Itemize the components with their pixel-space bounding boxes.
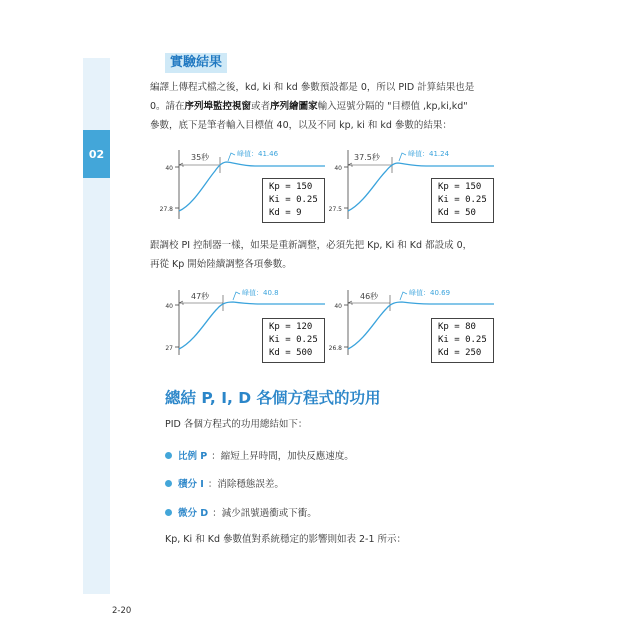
y-tick-bottom: 26.8 <box>328 345 342 352</box>
rise-time-label: 46秒 <box>360 292 379 301</box>
peak-label: 峰值：41.24 <box>408 150 450 158</box>
intro-line-2 <box>150 97 468 116</box>
bullet-dot-icon <box>165 452 172 459</box>
intro-line-3: 參數，底下是筆者輸入目標值 40，以及不同 kp, ki 和 kd 參數的結果： <box>150 120 452 131</box>
serial-plotter-term: 序列繪圖家 <box>270 101 318 112</box>
bullet-label: 積分 I <box>178 479 204 490</box>
intro-line-2d: 輸入逗號分隔的 "目標值 ,kp,ki,kd" <box>317 101 468 112</box>
serial-monitor-term: 序列埠監控視窗 <box>184 101 252 112</box>
rise-time-label: 47秒 <box>191 292 210 301</box>
kp-value: Kp = 120 <box>269 322 313 332</box>
y-tick-top: 40 <box>334 303 342 310</box>
ki-value: Ki = 0.25 <box>438 195 487 205</box>
peak-label: 峰值：40.69 <box>409 289 451 297</box>
ki-value: Ki = 0.25 <box>269 195 318 205</box>
bullet-dot-icon <box>165 480 172 487</box>
intro-line-1: 編譯上傳程式檔之後，kd, ki 和 kd 參數預設都是 0，所以 PID 計算結果也是 <box>150 82 475 93</box>
page-number: 2-20 <box>112 606 132 616</box>
y-tick-top: 40 <box>165 165 173 172</box>
summary-intro: PID 各個方程式的功用總結如下： <box>165 419 308 430</box>
peak-label: 峰值：40.8 <box>242 289 279 297</box>
bullet-text: ：縮短上昇時間，加快反應速度。 <box>211 451 354 462</box>
y-tick-top: 40 <box>165 303 173 310</box>
kd-value: Kd = 250 <box>438 348 482 358</box>
param-box-4 <box>431 318 494 363</box>
bullet-text: ：減少訊號過衝或下衝。 <box>212 508 317 519</box>
kd-value: Kd = 9 <box>269 208 302 218</box>
kd-value: Kd = 50 <box>438 208 476 218</box>
kp-value: Kp = 150 <box>438 182 482 192</box>
chapter-tab: 02 <box>83 130 110 178</box>
kp-value: Kp = 150 <box>269 182 313 192</box>
section-heading: 實驗結果 <box>165 53 227 73</box>
bullet-label: 微分 D <box>178 508 209 519</box>
summary-heading: 總結 P, I, D 各個方程式的功用 <box>165 389 381 407</box>
bullet-d <box>165 505 317 519</box>
y-tick-bottom: 27.5 <box>328 206 342 213</box>
intro-line-2c: 或者 <box>251 101 271 112</box>
intro-line-2a: 0。請在 <box>150 101 185 112</box>
bullet-text: ：消除穩態誤差。 <box>207 479 284 490</box>
kp-value: Kp = 80 <box>438 322 476 332</box>
middle-line-2: 再從 Kp 開始陸續調整各項參數。 <box>150 259 292 270</box>
y-tick-top: 40 <box>334 165 342 172</box>
rise-time-label: 35秒 <box>191 153 210 162</box>
bullet-i <box>165 476 284 490</box>
param-box-1 <box>262 178 325 223</box>
peak-label: 峰值：41.46 <box>237 150 279 158</box>
bullet-p <box>165 448 354 462</box>
bullet-dot-icon <box>165 509 172 516</box>
kd-value: Kd = 500 <box>269 348 313 358</box>
rise-time-label: 37.5秒 <box>354 153 380 162</box>
y-tick-bottom: 27 <box>165 345 173 352</box>
param-box-2 <box>431 178 494 223</box>
bullet-label: 比例 P <box>178 451 208 462</box>
ki-value: Ki = 0.25 <box>438 335 487 345</box>
closing-line: Kp, Ki 和 Kd 參數值對系統穩定的影響則如表 2-1 所示： <box>165 534 407 545</box>
ki-value: Ki = 0.25 <box>269 335 318 345</box>
y-tick-bottom: 27.8 <box>159 206 173 213</box>
middle-line-1: 跟調校 PI 控制器一樣，如果是重新調整，必須先把 Kp, Ki 和 Kd 都設成 0， <box>150 240 473 251</box>
param-box-3 <box>262 318 325 363</box>
